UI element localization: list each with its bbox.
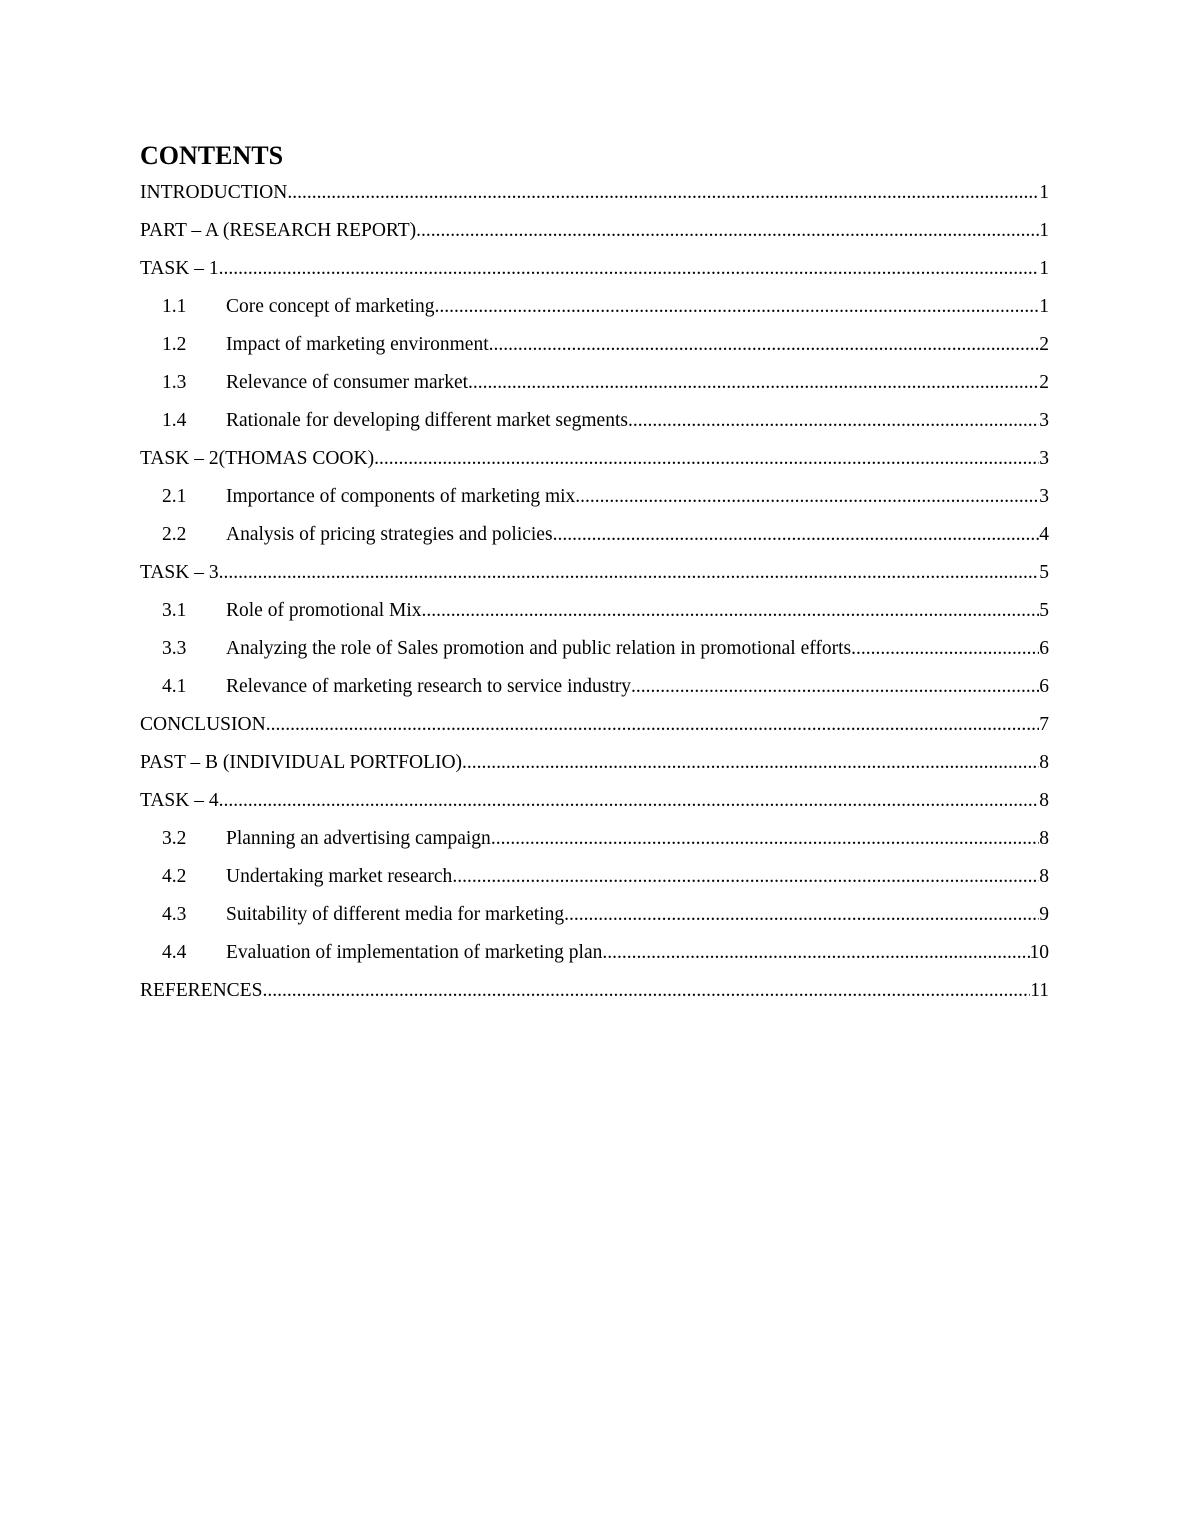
toc-entry-label: Rationale for developing different market segments — [226, 410, 628, 431]
toc-entry[interactable] — [140, 523, 1049, 561]
toc-entry-number: 4.4 — [162, 942, 187, 963]
toc-entry[interactable] — [140, 979, 1049, 1017]
toc-entry-label: Impact of marketing environment — [226, 334, 489, 355]
toc-entry-label: Relevance of marketing research to service industry — [226, 676, 631, 697]
toc-entry[interactable] — [140, 371, 1049, 409]
toc-entry-page-number: 6 — [1039, 638, 1049, 659]
toc-entry[interactable] — [140, 447, 1049, 485]
toc-dot-leader — [422, 599, 1040, 623]
toc-entry-label: Planning an advertising campaign — [226, 828, 491, 849]
toc-entry-label: Evaluation of implementation of marketing plan — [226, 942, 603, 963]
toc-entry-number: 1.4 — [162, 410, 187, 431]
toc-entry[interactable] — [140, 865, 1049, 903]
toc-entry-page-number: 8 — [1039, 866, 1049, 887]
toc-dot-leader — [219, 561, 1040, 585]
toc-entry-page-number: 5 — [1039, 562, 1049, 583]
toc-entry-page-number: 6 — [1039, 676, 1049, 697]
toc-entry-label: REFERENCES — [140, 980, 263, 1001]
toc-entry-number: 2.1 — [162, 486, 187, 507]
toc-entry-page-number: 1 — [1039, 296, 1049, 317]
toc-entry-number: 3.1 — [162, 600, 187, 621]
toc-entry-label: TASK – 1 — [140, 258, 219, 279]
toc-dot-leader — [374, 447, 1039, 471]
toc-entry-label: TASK – 4 — [140, 790, 219, 811]
toc-entry[interactable] — [140, 751, 1049, 789]
toc-entry-page-number: 3 — [1039, 410, 1049, 431]
toc-entry-page-number: 8 — [1039, 752, 1049, 773]
toc-entry-page-number: 5 — [1039, 600, 1049, 621]
toc-entry-page-number: 10 — [1029, 942, 1049, 963]
toc-entry[interactable] — [140, 827, 1049, 865]
toc-entry-label: CONCLUSION — [140, 714, 266, 735]
toc-entry[interactable] — [140, 903, 1049, 941]
toc-entry-page-number: 3 — [1039, 448, 1049, 469]
toc-entry[interactable] — [140, 599, 1049, 637]
toc-entry-label: TASK – 2(THOMAS COOK) — [140, 448, 375, 469]
toc-entry-page-number: 4 — [1039, 524, 1049, 545]
toc-entry-page-number: 8 — [1039, 790, 1049, 811]
toc-dot-leader — [262, 979, 1030, 1003]
toc-entry-label: Analyzing the role of Sales promotion and public relation in promotional efforts — [226, 638, 852, 659]
toc-entry-page-number: 8 — [1039, 828, 1049, 849]
toc-entry-label: PAST – B (INDIVIDUAL PORTFOLIO) — [140, 752, 463, 773]
toc-entry[interactable] — [140, 333, 1049, 371]
toc-dot-leader — [575, 485, 1039, 509]
toc-entry-label: TASK – 3 — [140, 562, 219, 583]
toc-entry-number: 4.3 — [162, 904, 187, 925]
toc-entry-label: Role of promotional Mix — [226, 600, 422, 621]
toc-dot-leader — [602, 941, 1029, 965]
toc-dot-leader — [416, 219, 1039, 243]
toc-entry-number: 4.2 — [162, 866, 187, 887]
toc-entry-number: 1.1 — [162, 296, 187, 317]
toc-dot-leader — [434, 295, 1039, 319]
toc-dot-leader — [628, 409, 1039, 433]
toc-entry[interactable] — [140, 637, 1049, 675]
toc-title: CONTENTS — [140, 141, 284, 170]
document-page — [140, 138, 1049, 1017]
toc-entry[interactable] — [140, 561, 1049, 599]
toc-entry[interactable] — [140, 675, 1049, 713]
toc-entry[interactable] — [140, 713, 1049, 751]
toc-entry-label: INTRODUCTION — [140, 182, 288, 203]
toc-entry-number: 3.3 — [162, 638, 187, 659]
toc-entry-label: Undertaking market research — [226, 866, 453, 887]
toc-dot-leader — [219, 789, 1040, 813]
toc-dot-leader — [851, 637, 1039, 661]
toc-entry-page-number: 2 — [1039, 372, 1049, 393]
toc-entry-page-number: 11 — [1030, 980, 1049, 1001]
toc-dot-leader — [468, 371, 1039, 395]
toc-dot-leader — [553, 523, 1040, 547]
toc-entry-page-number: 2 — [1039, 334, 1049, 355]
toc-entry[interactable] — [140, 257, 1049, 295]
toc-entry-number: 4.1 — [162, 676, 187, 697]
toc-entry[interactable] — [140, 295, 1049, 333]
toc-entry-page-number: 7 — [1039, 714, 1049, 735]
toc-entry[interactable] — [140, 789, 1049, 827]
toc-entry[interactable] — [140, 485, 1049, 523]
toc-entry-label: Relevance of consumer market — [226, 372, 469, 393]
toc-entry[interactable] — [140, 941, 1049, 979]
toc-entry-label: Analysis of pricing strategies and policies — [226, 524, 553, 545]
toc-entry[interactable] — [140, 219, 1049, 257]
toc-entry[interactable] — [140, 181, 1049, 219]
toc-entry-label: PART – A (RESEARCH REPORT) — [140, 220, 417, 241]
toc-entry-number: 1.3 — [162, 372, 187, 393]
toc-entry[interactable] — [140, 409, 1049, 447]
toc-dot-leader — [219, 257, 1040, 281]
toc-entry-page-number: 3 — [1039, 486, 1049, 507]
toc-entry-page-number: 1 — [1039, 182, 1049, 203]
toc-entry-number: 3.2 — [162, 828, 187, 849]
toc-entry-number: 2.2 — [162, 524, 187, 545]
toc-entry-label: Suitability of different media for marketing — [226, 904, 565, 925]
toc-entry-label: Importance of components of marketing mix — [226, 486, 576, 507]
toc-entry-page-number: 1 — [1039, 258, 1049, 279]
toc-dot-leader — [491, 827, 1039, 851]
toc-entry-page-number: 9 — [1039, 904, 1049, 925]
toc-list — [140, 181, 1049, 1017]
toc-dot-leader — [287, 181, 1039, 205]
toc-dot-leader — [489, 333, 1040, 357]
toc-dot-leader — [462, 751, 1039, 775]
toc-entry-label: Core concept of marketing — [226, 296, 435, 317]
toc-dot-leader — [266, 713, 1040, 737]
toc-entry-page-number: 1 — [1039, 220, 1049, 241]
toc-entry-number: 1.2 — [162, 334, 187, 355]
toc-dot-leader — [452, 865, 1039, 889]
toc-dot-leader — [631, 675, 1039, 699]
toc-dot-leader — [564, 903, 1039, 927]
